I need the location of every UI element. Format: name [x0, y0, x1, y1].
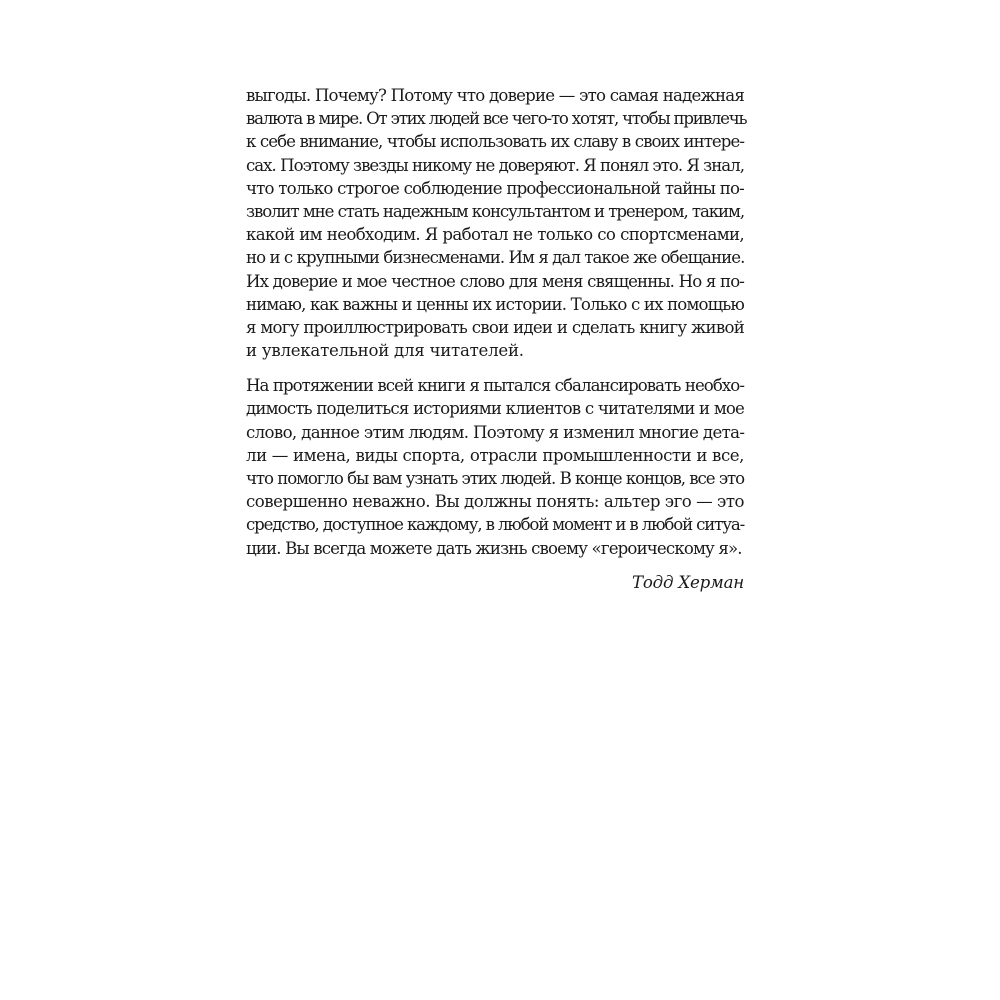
book-page-text: [246, 84, 747, 594]
text-line: но и с крупными бизнесменами. Им я дал такое же обещание.: [246, 248, 745, 268]
text-line: димость поделиться историями клиентов с читателями и мое: [246, 399, 744, 419]
text-line: сах. Поэтому звезды никому не доверяют. Я понял это. Я знал,: [246, 155, 744, 175]
text-line: что помогло бы вам узнать этих людей. В конце концов, все это: [246, 469, 744, 488]
text-line: ции. Вы всегда можете дать жизнь своему «героическому я».: [246, 538, 742, 558]
text-line: нимаю, как важны и ценны их истории. Только с их помощью: [246, 294, 744, 314]
paragraph-1: [246, 84, 747, 362]
author-signature: Тодд Херман: [631, 572, 744, 592]
text-line: выгоды. Почему? Потому что доверие — это самая надежная: [246, 86, 744, 105]
text-line: зволит мне стать надежным консультантом и тренером, таким,: [246, 201, 744, 221]
text-line: совершенно неважно. Вы должны понять: альтер эго — это: [246, 492, 744, 512]
text-line: ли — имена, виды спорта, отрасли промышленности и все,: [246, 445, 744, 465]
text-line: и увлекательной для читателей.: [246, 341, 524, 361]
text-line: слово, данное этим людям. Поэтому я изменил многие дета-: [246, 422, 745, 442]
text-line: я могу проиллюстрировать свои идеи и сделать книгу живой: [246, 317, 744, 337]
text-line: какой им необходим. Я работал не только со спортсменами,: [246, 225, 744, 245]
text-line: что только строгое соблюдение профессиональной тайны по-: [246, 178, 744, 198]
paragraph-2: [246, 374, 744, 560]
text-line: средство, доступное каждому, в любой момент и в любой ситуа-: [246, 515, 745, 535]
text-line: валюта в мире. От этих людей все чего-то хотят, чтобы привлечь: [246, 109, 747, 129]
text-line: к себе внимание, чтобы использовать их славу в своих интере-: [246, 132, 744, 152]
text-line: На протяжении всей книги я пытался сбалансировать необхо-: [246, 376, 744, 396]
text-line: Их доверие и мое честное слово для меня священны. Но я по-: [246, 271, 744, 291]
